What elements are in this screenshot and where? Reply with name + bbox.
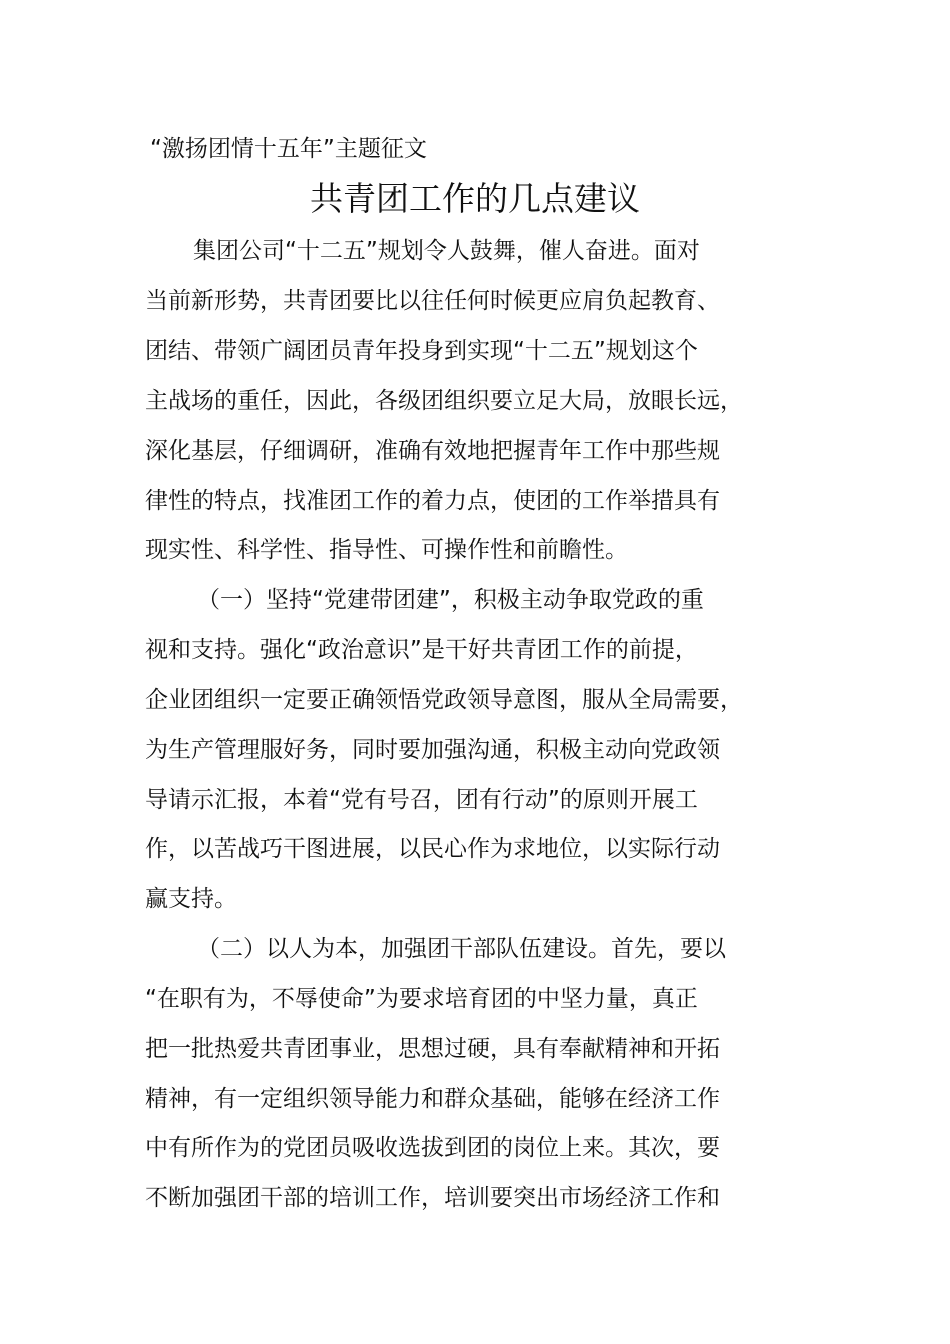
body-line: 视和支持。强化“政治意识”是干好共青团工作的前提， xyxy=(145,637,698,663)
body-line: “在职有为，不辱使命”为要求培育团的中坚力量，真正 xyxy=(145,986,698,1012)
body-line: 把一批热爱共青团事业，思想过硬，具有奉献精神和开拓 xyxy=(145,1036,720,1062)
essay-title: 共青团工作的几点建议 xyxy=(310,179,640,218)
body-line: 企业团组织一定要正确领悟党政领导意图，服从全局需要， xyxy=(145,687,743,713)
body-line: 深化基层，仔细调研，准确有效地把握青年工作中那些规 xyxy=(145,438,720,464)
essay-subtitle: “激扬团情十五年”主题征文 xyxy=(150,136,427,162)
body-line: 主战场的重任，因此，各级团组织要立足大局，放眼长远， xyxy=(145,388,743,414)
body-line: （一）坚持“党建带团建”，积极主动争取党政的重 xyxy=(197,587,704,613)
body-line: 中有所作为的党团员吸收选拔到团的岗位上来。其次，要 xyxy=(145,1135,720,1161)
body-line: 精神，有一定组织领导能力和群众基础，能够在经济工作 xyxy=(145,1086,720,1112)
body-line: 团结、带领广阔团员青年投身到实现“十二五”规划这个 xyxy=(145,338,698,364)
body-line: 不断加强团干部的培训工作，培训要突出市场经济工作和 xyxy=(145,1185,720,1211)
body-line: 当前新形势，共青团要比以往任何时候更应肩负起教育、 xyxy=(145,288,720,314)
body-line: （二）以人为本，加强团干部队伍建设。首先，要以 xyxy=(197,936,726,962)
body-line: 作，以苦战巧干图进展，以民心作为求地位，以实际行动 xyxy=(145,836,720,862)
body-line: 集团公司“十二五”规划令人鼓舞，催人奋进。面对 xyxy=(193,238,700,264)
body-line: 为生产管理服好务，同时要加强沟通，积极主动向党政领 xyxy=(145,737,720,763)
body-line: 现实性、科学性、指导性、可操作性和前瞻性。 xyxy=(145,537,628,563)
body-line: 律性的特点，找准团工作的着力点，使团的工作举措具有 xyxy=(145,488,720,514)
body-line: 赢支持。 xyxy=(145,886,237,912)
body-line: 导请示汇报，本着“党有号召，团有行动”的原则开展工 xyxy=(145,787,698,813)
